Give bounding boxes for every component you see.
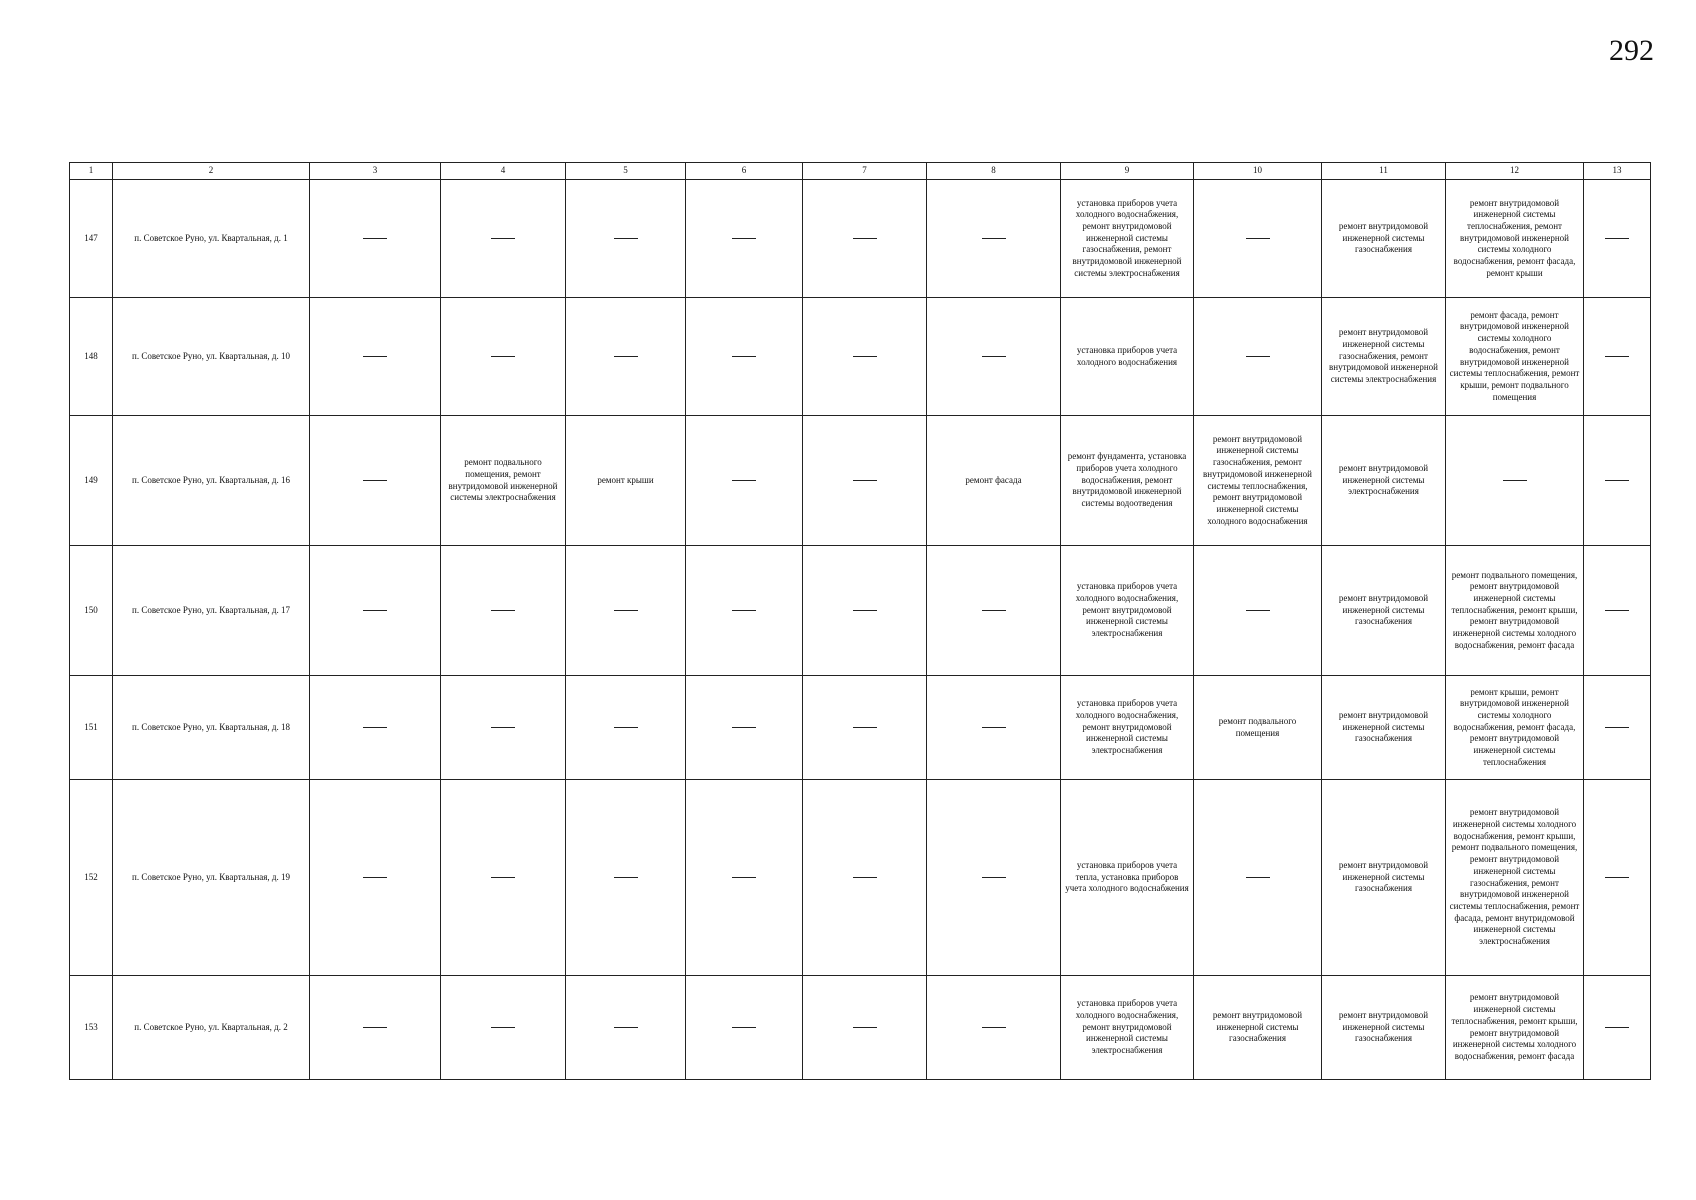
empty-cell [1194, 298, 1322, 416]
work-cell: ремонт подвального помещения [1194, 676, 1322, 780]
work-cell: ремонт внутридомовой инженерной системы газоснабжения [1322, 546, 1446, 676]
dash-mark [1605, 1027, 1629, 1028]
work-cell: ремонт внутридомовой инженерной системы газоснабжения [1322, 780, 1446, 976]
empty-cell [310, 976, 441, 1080]
empty-cell [1584, 976, 1651, 1080]
dash-mark [732, 727, 756, 728]
dash-mark [853, 610, 877, 611]
empty-cell [686, 416, 803, 546]
dash-mark [363, 727, 387, 728]
empty-cell [1584, 180, 1651, 298]
column-header: 8 [927, 163, 1061, 180]
column-header: 2 [113, 163, 310, 180]
address-cell: п. Советское Руно, ул. Квартальная, д. 1 [113, 180, 310, 298]
dash-mark [732, 877, 756, 878]
row-number: 149 [70, 416, 113, 546]
empty-cell [1584, 298, 1651, 416]
column-header: 9 [1061, 163, 1194, 180]
empty-cell [441, 780, 566, 976]
dash-mark [982, 877, 1006, 878]
dash-mark [363, 877, 387, 878]
dash-mark [363, 356, 387, 357]
dash-mark [1605, 238, 1629, 239]
column-header: 13 [1584, 163, 1651, 180]
empty-cell [441, 180, 566, 298]
dash-mark [732, 238, 756, 239]
work-cell: ремонт внутридомовой инженерной системы газоснабжения [1194, 976, 1322, 1080]
work-cell: ремонт фундамента, установка приборов учета холодного водоснабжения, ремонт внутридомовой инженерной системы водоотведения [1061, 416, 1194, 546]
dash-mark [491, 238, 515, 239]
column-header: 12 [1446, 163, 1584, 180]
address-cell: п. Советское Руно, ул. Квартальная, д. 19 [113, 780, 310, 976]
empty-cell [441, 976, 566, 1080]
dash-mark [491, 1027, 515, 1028]
row-number: 153 [70, 976, 113, 1080]
empty-cell [566, 780, 686, 976]
dash-mark [982, 356, 1006, 357]
table-row [70, 780, 1651, 976]
dash-mark [1246, 356, 1270, 357]
dash-mark [982, 238, 1006, 239]
dash-mark [1605, 877, 1629, 878]
empty-cell [927, 546, 1061, 676]
empty-cell [310, 180, 441, 298]
dash-mark [853, 356, 877, 357]
dash-mark [853, 877, 877, 878]
dash-mark [982, 1027, 1006, 1028]
dash-mark [363, 480, 387, 481]
row-number: 148 [70, 298, 113, 416]
work-cell: ремонт внутридомовой инженерной системы холодного водоснабжения, ремонт крыши, ремонт подвального помещения, ремонт внутридомовой инженерной системы газоснабжения, ремонт внутридомовой инженерной системы теплоснабжения, ремонт фасада, ремонт внутридомовой инженерной системы электроснабжения [1446, 780, 1584, 976]
work-cell: ремонт подвального помещения, ремонт внутридомовой инженерной системы теплоснабжения, ремонт крыши, ремонт внутридомовой инженерной системы холодного водоснабжения, ремонт фасада [1446, 546, 1584, 676]
empty-cell [686, 780, 803, 976]
work-cell: установка приборов учета холодного водоснабжения, ремонт внутридомовой инженерной системы электроснабжения [1061, 546, 1194, 676]
dash-mark [363, 238, 387, 239]
empty-cell [803, 180, 927, 298]
row-number: 147 [70, 180, 113, 298]
empty-cell [310, 298, 441, 416]
dash-mark [614, 610, 638, 611]
dash-mark [1246, 610, 1270, 611]
empty-cell [803, 780, 927, 976]
page-number: 292 [1609, 34, 1654, 67]
empty-cell [686, 298, 803, 416]
work-cell: ремонт внутридомовой инженерной системы газоснабжения [1322, 180, 1446, 298]
column-header: 7 [803, 163, 927, 180]
work-cell: ремонт внутридомовой инженерной системы теплоснабжения, ремонт внутридомовой инженерной системы холодного водоснабжения, ремонт фасада, ремонт крыши [1446, 180, 1584, 298]
table-row [70, 180, 1651, 298]
dash-mark [1246, 238, 1270, 239]
empty-cell [927, 676, 1061, 780]
dash-mark [853, 1027, 877, 1028]
empty-cell [803, 416, 927, 546]
work-cell: ремонт крыши, ремонт внутридомовой инженерной системы холодного водоснабжения, ремонт фасада, ремонт внутридомовой инженерной системы теплоснабжения [1446, 676, 1584, 780]
empty-cell [441, 298, 566, 416]
empty-cell [1194, 180, 1322, 298]
column-header: 6 [686, 163, 803, 180]
work-cell: ремонт внутридомовой инженерной системы теплоснабжения, ремонт крыши, ремонт внутридомовой инженерной системы холодного водоснабжения, ремонт фасада [1446, 976, 1584, 1080]
works-table [69, 162, 1651, 1080]
work-cell: ремонт внутридомовой инженерной системы газоснабжения, ремонт внутридомовой инженерной системы теплоснабжения, ремонт внутридомовой инженерной системы холодного водоснабжения [1194, 416, 1322, 546]
dash-mark [853, 480, 877, 481]
empty-cell [803, 298, 927, 416]
dash-mark [982, 727, 1006, 728]
work-cell: ремонт внутридомовой инженерной системы газоснабжения [1322, 676, 1446, 780]
dash-mark [614, 238, 638, 239]
table-row [70, 546, 1651, 676]
dash-mark [982, 610, 1006, 611]
dash-mark [1605, 727, 1629, 728]
dash-mark [1503, 480, 1527, 481]
row-number: 150 [70, 546, 113, 676]
empty-cell [1194, 780, 1322, 976]
dash-mark [1605, 610, 1629, 611]
dash-mark [1605, 480, 1629, 481]
empty-cell [566, 546, 686, 676]
work-cell: ремонт подвального помещения, ремонт внутридомовой инженерной системы электроснабжения [441, 416, 566, 546]
empty-cell [310, 546, 441, 676]
dash-mark [1246, 877, 1270, 878]
empty-cell [803, 676, 927, 780]
work-cell: установка приборов учета холодного водоснабжения [1061, 298, 1194, 416]
dash-mark [491, 727, 515, 728]
work-cell: установка приборов учета холодного водоснабжения, ремонт внутридомовой инженерной системы электроснабжения [1061, 976, 1194, 1080]
work-cell: ремонт фасада [927, 416, 1061, 546]
empty-cell [1584, 780, 1651, 976]
empty-cell [566, 976, 686, 1080]
empty-cell [686, 676, 803, 780]
address-cell: п. Советское Руно, ул. Квартальная, д. 2 [113, 976, 310, 1080]
dash-mark [614, 727, 638, 728]
header-row [70, 163, 1651, 180]
dash-mark [363, 610, 387, 611]
empty-cell [803, 546, 927, 676]
address-cell: п. Советское Руно, ул. Квартальная, д. 16 [113, 416, 310, 546]
work-cell: установка приборов учета холодного водоснабжения, ремонт внутридомовой инженерной системы газоснабжения, ремонт внутридомовой инженерной системы электроснабжения [1061, 180, 1194, 298]
empty-cell [686, 180, 803, 298]
table-body [70, 180, 1651, 1080]
column-header: 10 [1194, 163, 1322, 180]
dash-mark [614, 1027, 638, 1028]
dash-mark [732, 610, 756, 611]
empty-cell [310, 416, 441, 546]
dash-mark [732, 1027, 756, 1028]
empty-cell [927, 180, 1061, 298]
dash-mark [491, 356, 515, 357]
table-row [70, 676, 1651, 780]
dash-mark [614, 356, 638, 357]
empty-cell [566, 676, 686, 780]
row-number: 151 [70, 676, 113, 780]
table-row [70, 298, 1651, 416]
empty-cell [1584, 546, 1651, 676]
dash-mark [853, 727, 877, 728]
dash-mark [1605, 356, 1629, 357]
empty-cell [686, 976, 803, 1080]
empty-cell [927, 976, 1061, 1080]
work-cell: установка приборов учета тепла, установка приборов учета холодного водоснабжения [1061, 780, 1194, 976]
empty-cell [803, 976, 927, 1080]
empty-cell [310, 676, 441, 780]
empty-cell [927, 780, 1061, 976]
address-cell: п. Советское Руно, ул. Квартальная, д. 18 [113, 676, 310, 780]
column-header: 5 [566, 163, 686, 180]
work-cell: ремонт крыши [566, 416, 686, 546]
dash-mark [363, 1027, 387, 1028]
empty-cell [441, 676, 566, 780]
address-cell: п. Советское Руно, ул. Квартальная, д. 17 [113, 546, 310, 676]
column-header: 1 [70, 163, 113, 180]
column-header: 11 [1322, 163, 1446, 180]
row-number: 152 [70, 780, 113, 976]
empty-cell [1584, 416, 1651, 546]
work-cell: ремонт внутридомовой инженерной системы газоснабжения, ремонт внутридомовой инженерной системы электроснабжения [1322, 298, 1446, 416]
dash-mark [614, 877, 638, 878]
column-header: 4 [441, 163, 566, 180]
empty-cell [566, 298, 686, 416]
column-header: 3 [310, 163, 441, 180]
table-row [70, 416, 1651, 546]
table-row [70, 976, 1651, 1080]
dash-mark [732, 356, 756, 357]
empty-cell [1584, 676, 1651, 780]
empty-cell [566, 180, 686, 298]
empty-cell [1446, 416, 1584, 546]
empty-cell [1194, 546, 1322, 676]
work-cell: ремонт внутридомовой инженерной системы электроснабжения [1322, 416, 1446, 546]
dash-mark [491, 610, 515, 611]
empty-cell [686, 546, 803, 676]
dash-mark [732, 480, 756, 481]
address-cell: п. Советское Руно, ул. Квартальная, д. 10 [113, 298, 310, 416]
dash-mark [491, 877, 515, 878]
work-cell: ремонт внутридомовой инженерной системы газоснабжения [1322, 976, 1446, 1080]
empty-cell [441, 546, 566, 676]
work-cell: установка приборов учета холодного водоснабжения, ремонт внутридомовой инженерной системы электроснабжения [1061, 676, 1194, 780]
dash-mark [853, 238, 877, 239]
empty-cell [927, 298, 1061, 416]
empty-cell [310, 780, 441, 976]
work-cell: ремонт фасада, ремонт внутридомовой инженерной системы холодного водоснабжения, ремонт внутридомовой инженерной системы теплоснабжения, ремонт крыши, ремонт подвального помещения [1446, 298, 1584, 416]
